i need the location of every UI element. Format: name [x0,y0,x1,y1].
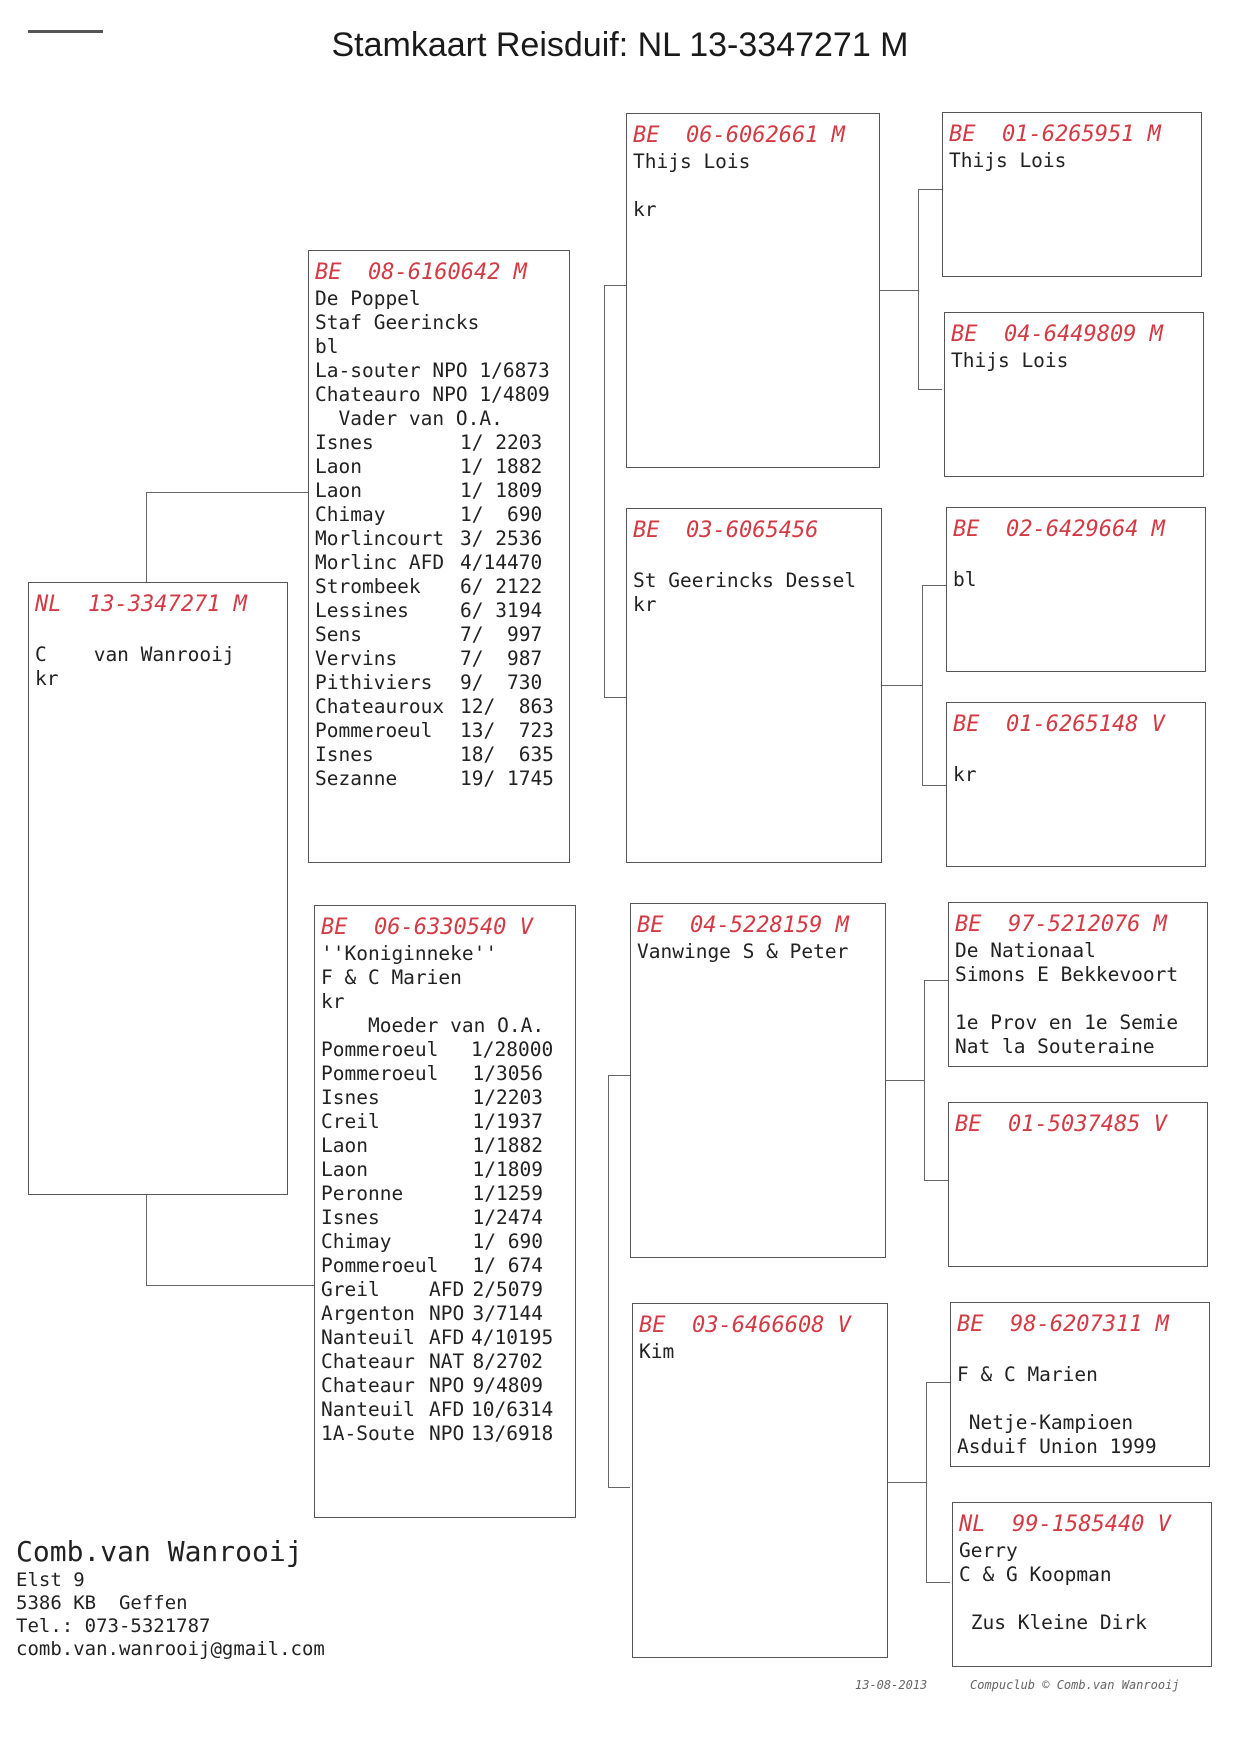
mother-results [321,1038,569,1278]
card-ring: NL 99-1585440 V [959,1512,1171,1537]
father-note: Vader van O.A. [315,407,503,430]
subject-card [28,582,288,1195]
result-row [315,479,563,503]
result-score: 1/1882 [472,1134,543,1157]
connector [918,389,942,390]
result-score: 6/ 3194 [460,599,543,622]
connector [924,980,925,1180]
card-line: Vanwinge S & Peter [637,940,849,963]
father-note: La-souter NPO 1/6873 [315,359,550,382]
result-score: 1/ 1809 [460,479,543,502]
granddam-paternal-ring: BE 03-6065456 [633,518,819,543]
card-line [957,1339,1203,1363]
result-row [321,1230,569,1254]
granddam-maternal-card [632,1303,888,1658]
subject-name: C van Wanrooij [35,643,235,666]
result-score: 4/10195 [471,1326,554,1349]
grandsire-maternal-card [630,903,886,1258]
great-grandparent-card-5 [948,902,1208,1067]
result-score: 12/ 863 [460,695,554,718]
result-location: Lessines [315,599,409,622]
result-location: Creil [321,1110,380,1133]
result-score: 1/ 2203 [460,431,543,454]
father-results [315,431,563,791]
connector [922,585,946,586]
great-grandparent-card-1 [942,112,1202,277]
result-row [321,1350,569,1374]
owner-email: comb.van.wanrooij@gmail.com [16,1638,325,1660]
connector [918,189,919,389]
connector [608,1487,630,1488]
result-row [321,1206,569,1230]
great-grandparent-card-7 [950,1302,1210,1467]
mother-ring: BE 06-6330540 V [321,915,533,940]
result-score: 1/2203 [472,1086,543,1109]
owner-city: 5386 KB Geffen [16,1592,188,1614]
result-location: Strombeek [315,575,421,598]
card-line [957,1387,1203,1411]
result-location: Pithiviers [315,671,433,694]
owner-phone: Tel.: 073-5321787 [16,1615,211,1637]
grandsire-paternal-card [626,113,880,468]
result-location: Laon [321,1134,368,1157]
connector [880,290,918,291]
result-location: Sezanne [315,767,398,790]
owner-address: Elst 9 [16,1569,85,1591]
result-location: Nanteuil [321,1326,415,1349]
card-line [633,545,875,569]
result-location: Pommeroeul [321,1062,439,1085]
result-score: 1/28000 [471,1038,554,1061]
result-row [321,1038,569,1062]
connector [884,1080,924,1081]
result-row [315,623,563,647]
connector [146,1285,314,1286]
card-line: 1e Prov en 1e Semie [955,1011,1179,1034]
result-location: Vervins [315,647,398,670]
result-location: Chateaur [321,1374,415,1397]
connector [604,697,626,698]
card-line: Nat la Souteraine [955,1035,1155,1058]
connector [926,1582,950,1583]
result-org: AFD [429,1326,465,1349]
result-location: Pommeroeul [321,1038,439,1061]
result-location: Laon [315,479,362,502]
father-breeder: Staf Geerincks [315,311,480,334]
card-line [959,1587,1205,1611]
result-row [315,719,563,743]
result-score: 13/6918 [471,1422,554,1445]
card-line: Netje-Kampioen [957,1411,1134,1434]
connector [604,285,626,286]
result-org: AFD [429,1278,465,1301]
subject-ring: NL 13-3347271 M [35,592,247,617]
result-location: Morlincourt [315,527,445,550]
card-line: Thijs Lois [949,149,1067,172]
owner-block [16,1535,325,1661]
result-row [315,743,563,767]
result-score: 4/14470 [460,551,543,574]
great-grandparent-card-8 [952,1502,1212,1667]
owner-name: Comb.van Wanrooij [16,1535,303,1568]
result-location: Nanteuil [321,1398,415,1421]
result-location: Isnes [315,431,374,454]
result-org: NPO [429,1302,465,1325]
connector [146,492,308,493]
connector [604,285,605,697]
result-location: Morlinc AFD [315,551,445,574]
granddam-maternal-ring: BE 03-6466608 V [639,1313,851,1338]
result-score: 3/ 2536 [460,527,543,550]
result-row [315,455,563,479]
card-line [633,174,873,198]
result-score: 1/1937 [472,1110,543,1133]
result-location: Isnes [321,1086,380,1109]
result-score: 1/3056 [472,1062,543,1085]
result-row [321,1134,569,1158]
connector [608,1075,630,1076]
grandsire-maternal-ring: BE 04-5228159 M [637,913,849,938]
result-score: 9/4809 [472,1374,543,1397]
card-line: Zus Kleine Dirk [959,1611,1147,1634]
card-line: St Geerincks Dessel [633,569,857,592]
father-card [308,250,570,863]
mother-card [314,905,576,1518]
result-location: Sens [315,623,362,646]
result-score: 9/ 730 [460,671,543,694]
great-grandparent-card-3 [946,507,1206,672]
result-score: 7/ 997 [460,623,543,646]
result-row [315,503,563,527]
page-title: Stamkaart Reisduif: NL 13-3347271 M [331,26,909,64]
result-row [315,767,563,791]
result-row [321,1422,569,1446]
card-line: kr [953,763,977,786]
connector [924,980,948,981]
result-score: 1/ 690 [472,1230,543,1253]
result-row [321,1398,569,1422]
result-row [321,1326,569,1350]
connector [146,1195,147,1285]
result-location: Chimay [315,503,386,526]
result-score: 1/2474 [472,1206,543,1229]
result-location: Argenton [321,1302,415,1325]
connector [924,1180,948,1181]
father-loft: De Poppel [315,287,421,310]
software-credit: Compuclub © Comb.van Wanrooij [970,1678,1180,1692]
card-line: kr [633,198,657,221]
card-line [955,987,1201,1011]
result-row [321,1254,569,1278]
result-org: NPO [429,1422,465,1445]
great-grandparent-card-2 [944,312,1204,477]
result-location: Isnes [321,1206,380,1229]
mother-note: Moeder van O.A. [321,1014,545,1037]
result-row [315,671,563,695]
card-ring: BE 02-6429664 M [953,517,1165,542]
result-org: NAT [429,1350,465,1373]
card-ring: BE 01-5037485 V [955,1112,1167,1137]
card-ring: BE 04-6449809 M [951,322,1163,347]
card-ring: BE 01-6265148 V [953,712,1165,737]
card-ring: BE 98-6207311 M [957,1312,1169,1337]
mother-name: ''Koniginneke'' [321,942,498,965]
grandsire-paternal-ring: BE 06-6062661 M [633,123,845,148]
result-location: Pommeroeul [315,719,433,742]
connector [926,1382,927,1582]
result-row [321,1086,569,1110]
result-score: 1/ 1882 [460,455,543,478]
mother-results-org [321,1278,569,1446]
result-location: Isnes [315,743,374,766]
result-location: 1A-Soute [321,1422,415,1445]
result-row [321,1182,569,1206]
connector [888,1482,926,1483]
result-location: Peronne [321,1182,404,1205]
result-row [321,1110,569,1134]
result-row [321,1374,569,1398]
card-line: C & G Koopman [959,1563,1112,1586]
result-score: 18/ 635 [460,743,554,766]
great-grandparent-card-6 [948,1102,1208,1267]
result-location: Pommeroeul [321,1254,439,1277]
granddam-paternal-card [626,508,882,863]
connector [880,685,922,686]
card-line: Simons E Bekkevoort [955,963,1179,986]
card-line: Gerry [959,1539,1018,1562]
result-row [315,431,563,455]
result-score: 2/5079 [472,1278,543,1301]
card-line: bl [953,568,977,591]
connector [608,1075,609,1487]
result-row [315,599,563,623]
mother-breeder: F & C Marien [321,966,462,989]
card-line: Kim [639,1340,675,1363]
connector [146,492,147,582]
result-score: 1/ 674 [472,1254,543,1277]
mother-color: kr [321,990,345,1013]
card-line: Asduif Union 1999 [957,1435,1157,1458]
result-score: 1/1259 [472,1182,543,1205]
father-color: bl [315,335,339,358]
result-row [321,1302,569,1326]
result-row [315,695,563,719]
result-score: 7/ 987 [460,647,543,670]
result-location: Chateauroux [315,695,445,718]
connector [922,585,923,785]
card-line: Thijs Lois [633,150,751,173]
print-date: 13-08-2013 [855,1678,928,1692]
result-location: Greil [321,1278,380,1301]
result-row [321,1278,569,1302]
card-line: De Nationaal [955,939,1096,962]
card-line: F & C Marien [957,1363,1098,1386]
result-org: NPO [429,1374,465,1397]
result-score: 13/ 723 [460,719,554,742]
great-grandparent-card-4 [946,702,1206,867]
card-ring: BE 97-5212076 M [955,912,1167,937]
connector [918,189,942,190]
card-line: kr [633,593,657,616]
result-row [315,551,563,575]
result-org: AFD [429,1398,465,1421]
result-row [315,647,563,671]
card-line [953,739,1199,763]
result-score: 10/6314 [471,1398,554,1421]
result-score: 19/ 1745 [460,767,554,790]
result-location: Laon [315,455,362,478]
result-row [321,1158,569,1182]
result-row [321,1062,569,1086]
card-line [953,544,1199,568]
result-score: 1/ 690 [460,503,543,526]
card-line: Thijs Lois [951,349,1069,372]
connector [926,1382,950,1383]
result-location: Chimay [321,1230,392,1253]
result-score: 8/2702 [472,1350,543,1373]
result-score: 3/7144 [472,1302,543,1325]
father-ring: BE 08-6160642 M [315,260,527,285]
result-row [315,527,563,551]
result-score: 6/ 2122 [460,575,543,598]
card-ring: BE 01-6265951 M [949,122,1161,147]
father-note: Chateauro NPO 1/4809 [315,383,550,406]
result-row [315,575,563,599]
subject-color: kr [35,667,59,690]
result-location: Chateaur [321,1350,415,1373]
result-location: Laon [321,1158,368,1181]
connector [922,785,946,786]
result-score: 1/1809 [472,1158,543,1181]
